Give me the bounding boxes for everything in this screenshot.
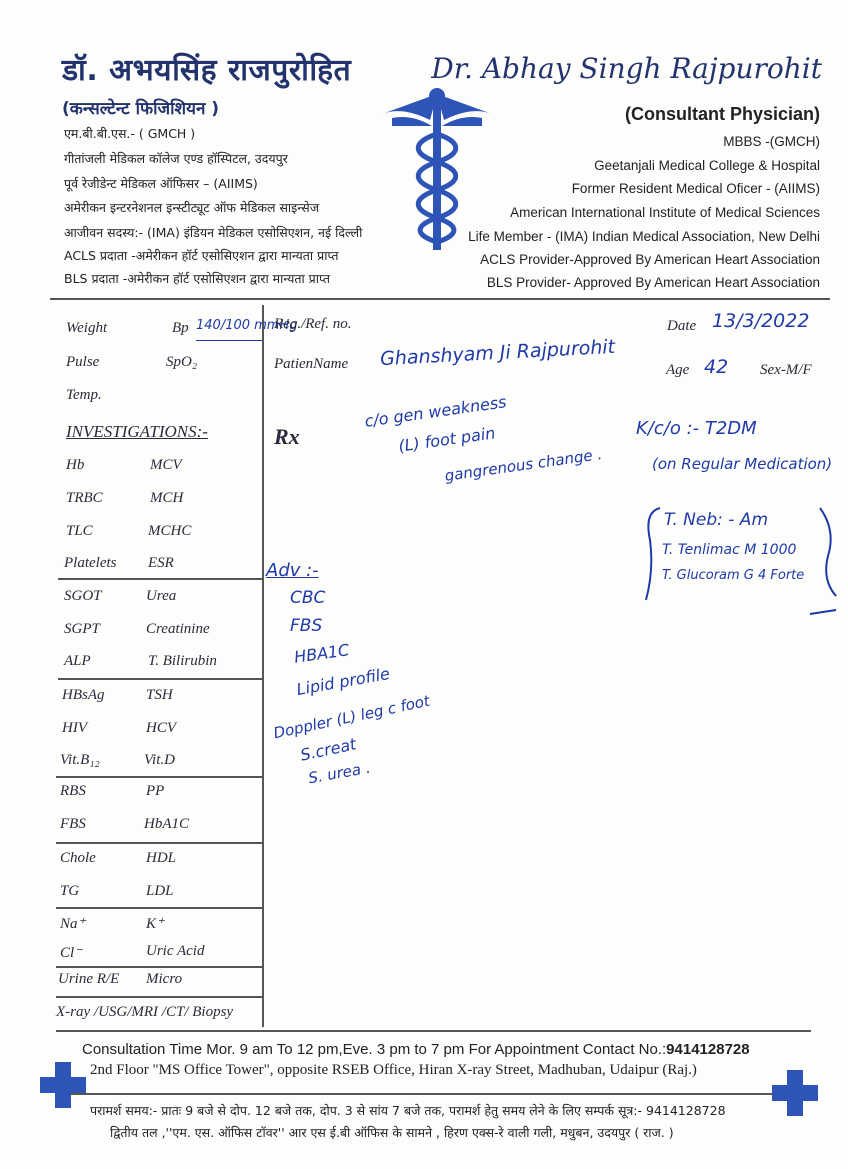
date-label: Date: [667, 318, 697, 334]
investigation-item: TLC: [66, 523, 93, 539]
investigation-item: Vit.B₁₂: [60, 752, 100, 768]
medication-line: T. Neb: - Am: [664, 510, 769, 530]
investigation-item: MCV: [150, 457, 182, 473]
advice-line: Lipid profile: [295, 663, 392, 700]
investigation-item: TSH: [146, 687, 173, 703]
investigations-heading: INVESTIGATIONS:-: [66, 422, 208, 441]
phone-number: 9414128728: [666, 1041, 750, 1058]
imaging-label: X-ray /USG/MRI /CT/ Biopsy: [56, 1004, 234, 1020]
patient-name-label: PatienName: [274, 356, 349, 372]
left-column-border: [262, 305, 264, 1027]
english-credential: American International Institute of Medical Sciences: [510, 205, 820, 220]
investigation-item: Na⁺: [60, 916, 86, 932]
weight-label: Weight: [66, 320, 108, 336]
hindi-doctor-name: डॉ. अभयसिंह राजपुरोहित: [62, 53, 352, 88]
advice-line: HBA1C: [292, 640, 351, 667]
hindi-credential: पूर्व रेजीडेन्ट मेडिकल ऑफिसर – (AIIMS): [64, 176, 258, 191]
medication-line: T. Glucoram G 4 Forte: [662, 568, 805, 583]
investigation-item: FBS: [60, 816, 86, 832]
advice-line: FBS: [290, 616, 323, 636]
consultation-time: [82, 1041, 750, 1058]
medical-cross-icon: [40, 1062, 86, 1108]
age-value: 42: [704, 356, 729, 378]
advice-line: CBC: [290, 588, 326, 608]
investigation-item: Urine R/E: [58, 971, 120, 987]
hindi-credential: एम.बी.बी.एस.- ( GMCH ): [64, 126, 196, 141]
investigation-item: Platelets: [64, 555, 117, 571]
investigation-item: SGOT: [64, 588, 102, 604]
english-credential: ACLS Provider-Approved By American Heart Association: [480, 252, 820, 267]
row-divider: [58, 678, 262, 680]
row-divider: [56, 842, 262, 844]
row-divider: [56, 776, 262, 778]
english-credential: Life Member - (IMA) Indian Medical Association, New Delhi: [468, 229, 820, 244]
investigation-item: RBS: [60, 783, 86, 799]
hindi-credential: BLS प्रदाता -अमेरीकन हॉर्ट एसोसिएशन द्वारा मान्यता प्राप्त: [64, 271, 330, 286]
english-credential: Geetanjali Medical College & Hospital: [594, 158, 820, 173]
investigation-item: TRBC: [66, 490, 103, 506]
investigation-item: Urea: [146, 588, 177, 604]
english-credential: BLS Provider- Approved By American Heart Association: [486, 275, 820, 290]
bp-underline: [196, 340, 262, 341]
clinic-address: 2nd Floor "MS Office Tower", opposite RSEB Office, Hiran X-ray Street, Madhuban, Udaipur (Raj.): [90, 1062, 697, 1078]
complaint-line: gangrenous change .: [443, 445, 604, 485]
sex-label: Sex-M/F: [760, 362, 812, 378]
row-divider: [58, 578, 262, 580]
reg-ref-label: Reg./Ref. no.: [274, 316, 352, 332]
row-divider: [56, 907, 262, 909]
investigation-item: Micro: [146, 971, 183, 987]
investigation-item: LDL: [146, 883, 174, 899]
investigation-item: Cl⁻: [60, 945, 83, 961]
medication-line: T. Tenlimac M 1000: [662, 542, 797, 558]
medical-cross-icon: [772, 1070, 818, 1116]
investigation-item: MCH: [150, 490, 184, 506]
footer-divider: [56, 1093, 811, 1095]
english-credential: MBBS -(GMCH): [723, 134, 820, 149]
investigation-item: K⁺: [146, 916, 164, 932]
header-divider: [50, 298, 830, 300]
english-credential: Former Resident Medical Oficer - (AIIMS): [571, 181, 820, 196]
investigation-item: PP: [146, 783, 165, 799]
english-doctor-name: Dr. Abhay Singh Rajpurohit: [431, 52, 822, 85]
row-divider: [56, 966, 262, 968]
age-label: Age: [666, 362, 690, 378]
investigation-item: ALP: [64, 653, 91, 669]
investigation-item: Creatinine: [146, 621, 210, 637]
investigation-item: HbA1C: [144, 816, 189, 832]
bp-value: 140/100 mmHg: [196, 318, 298, 333]
advice-line: S. urea .: [306, 758, 372, 788]
investigation-item: HCV: [146, 720, 176, 736]
investigation-item: Chole: [60, 850, 96, 866]
investigation-item: SGPT: [64, 621, 100, 637]
investigation-item: HBsAg: [62, 687, 105, 703]
hindi-credential: गीतांजली मेडिकल कॉलेज एण्ड हॉस्पिटल, उदयपुर: [64, 151, 288, 166]
spo2-label: SpO₂: [166, 354, 198, 370]
rx-symbol: Rx: [274, 424, 300, 449]
hindi-consultation-time: परामर्श समय:- प्रातः 9 बजे से दोप. 12 बजे तक, दोप. 3 से सांय 7 बजे तक, परामर्श हेतु समय लेने के लिए सम्पर्क सूत्र:- 9414128728: [90, 1103, 726, 1118]
investigation-item: Uric Acid: [146, 943, 205, 959]
hindi-clinic-address: द्वितीय तल ,''एम. एस. ऑफिस टॉवर'' आर एस ई.बी ऑफिस के सामने , हिरण एक्स-रे वाली गली, मधुबन, उदयपुर ( राज. ): [110, 1125, 674, 1140]
history-line: K/c/o :- T2DM: [636, 418, 757, 439]
history-line: (on Regular Medication): [652, 455, 833, 473]
investigation-item: HDL: [146, 850, 177, 866]
english-doctor-title: (Consultant Physician): [624, 104, 820, 124]
pulse-label: Pulse: [66, 354, 100, 370]
patient-name-value: Ghanshyam Ji Rajpurohit: [379, 335, 616, 371]
investigation-item: TG: [60, 883, 80, 899]
date-value: 13/3/2022: [712, 310, 810, 332]
investigation-item: T. Bilirubin: [148, 653, 217, 669]
advice-line: S.creat: [298, 734, 358, 765]
complaint-line: (L) foot pain: [397, 423, 497, 456]
hindi-credential: आजीवन सदस्य:- (IMA) इंडियन मेडिकल एसोसिएशन, नई दिल्ली: [64, 225, 363, 240]
hindi-credential: अमेरीकन इन्टरनेशनल इन्स्टीट्यूट ऑफ मेडिकल साइन्सेज: [64, 200, 320, 215]
bp-label: Bp: [172, 320, 189, 336]
footer-divider: [56, 1030, 811, 1032]
investigation-item: Hb: [66, 457, 85, 473]
investigation-item: ESR: [148, 555, 174, 571]
complaint-line: c/o gen weakness: [363, 392, 508, 431]
hindi-doctor-title: (कन्सल्टेन्ट फिजिशियन ): [62, 99, 220, 119]
investigation-item: HIV: [62, 720, 87, 736]
investigation-item: MCHC: [148, 523, 192, 539]
advice-line: Doppler (L) leg c foot: [271, 691, 432, 743]
temp-label: Temp.: [66, 387, 102, 403]
hindi-credential: ACLS प्रदाता -अमेरीकन हॉर्ट एसोसिएशन द्वारा मान्यता प्राप्त: [64, 248, 339, 263]
investigation-item: Vit.D: [144, 752, 175, 768]
advice-label: Adv :-: [266, 560, 319, 581]
row-divider: [56, 996, 262, 998]
consultation-text: Consultation Time Mor. 9 am To 12 pm,Eve. 3 pm to 7 pm For Appointment Contact No.:: [82, 1041, 667, 1058]
